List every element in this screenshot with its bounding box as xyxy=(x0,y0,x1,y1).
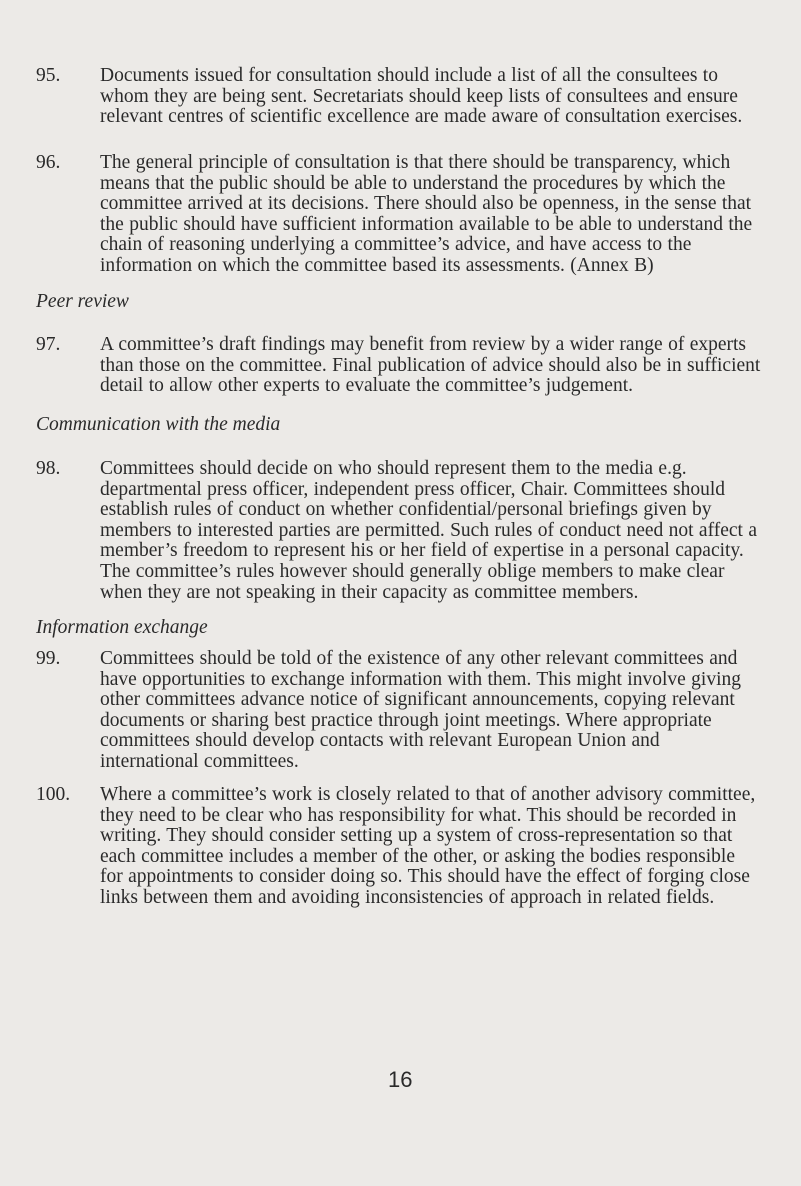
paragraph-97 xyxy=(36,335,761,397)
section-heading-media: Communication with the media xyxy=(36,414,281,435)
paragraph-number: 99. xyxy=(36,648,61,669)
paragraph-number: 98. xyxy=(36,458,61,479)
paragraph-100 xyxy=(36,785,761,909)
paragraph-99 xyxy=(36,649,761,773)
paragraph-number: 100. xyxy=(36,784,71,805)
paragraph-text: Committees should be told of the existence of any other relevant committees and have opportunities to exchange information with them. This might involve giving other committees advance notice of significant announcements, copying relevant documents or sharing best practice through joint meetings. Where appropriate committees should develop contacts with relevant European Union and international committees. xyxy=(100,648,741,772)
paragraph-96 xyxy=(36,153,761,277)
section-heading-information-exchange: Information exchange xyxy=(36,617,208,638)
paragraph-95 xyxy=(36,66,761,128)
paragraph-text: A committee’s draft findings may benefit from review by a wider range of experts than those on the committee. Final publication of advice should also be in sufficient detail to allow other experts to evaluate the committee’s judgement. xyxy=(100,334,761,397)
paragraph-text: Where a committee’s work is closely related to that of another advisory committee, they need to be clear who has responsibility for what. This should be recorded in writing. They should consider setting up a system of cross-representation so that each committee includes a member of the other, or asking the bodies responsible for appointments to consider doing so. This should have the effect of forging close links between them and avoiding inconsistencies of approach in related fields. xyxy=(100,784,756,908)
paragraph-text: Committees should decide on who should represent them to the media e.g. departmental press officer, independent press officer, Chair. Committees should establish rules of conduct on whether confidential/personal briefings given by members to interested parties are permitted. Such rules of conduct need not affect a member’s freedom to represent his or her field of expertise in a personal capacity. The committee’s rules however should generally oblige members to make clear when they are not speaking in their capacity as committee members. xyxy=(100,458,757,603)
paragraph-number: 97. xyxy=(36,334,61,355)
paragraph-text: Documents issued for consultation should include a list of all the consultees to whom they are being sent. Secretariats should keep lists of consultees and ensure relevant centres of scientific excellence are made aware of consultation exercises. xyxy=(100,65,743,128)
paragraph-98 xyxy=(36,459,761,603)
paragraph-text: The general principle of consultation is that there should be transparency, which means that the public should be able to understand the procedures by which the committee arrived at its decisions. There should also be openness, in the sense that the public should have sufficient information available to be able to understand the chain of reasoning underlying a committee’s advice, and have access to the information on which the committee based its assessments. (Annex B) xyxy=(100,152,753,276)
paragraph-number: 95. xyxy=(36,65,61,86)
page-number: 16 xyxy=(388,1067,413,1092)
section-heading-peer-review: Peer review xyxy=(36,291,129,312)
paragraph-number: 96. xyxy=(36,152,61,173)
